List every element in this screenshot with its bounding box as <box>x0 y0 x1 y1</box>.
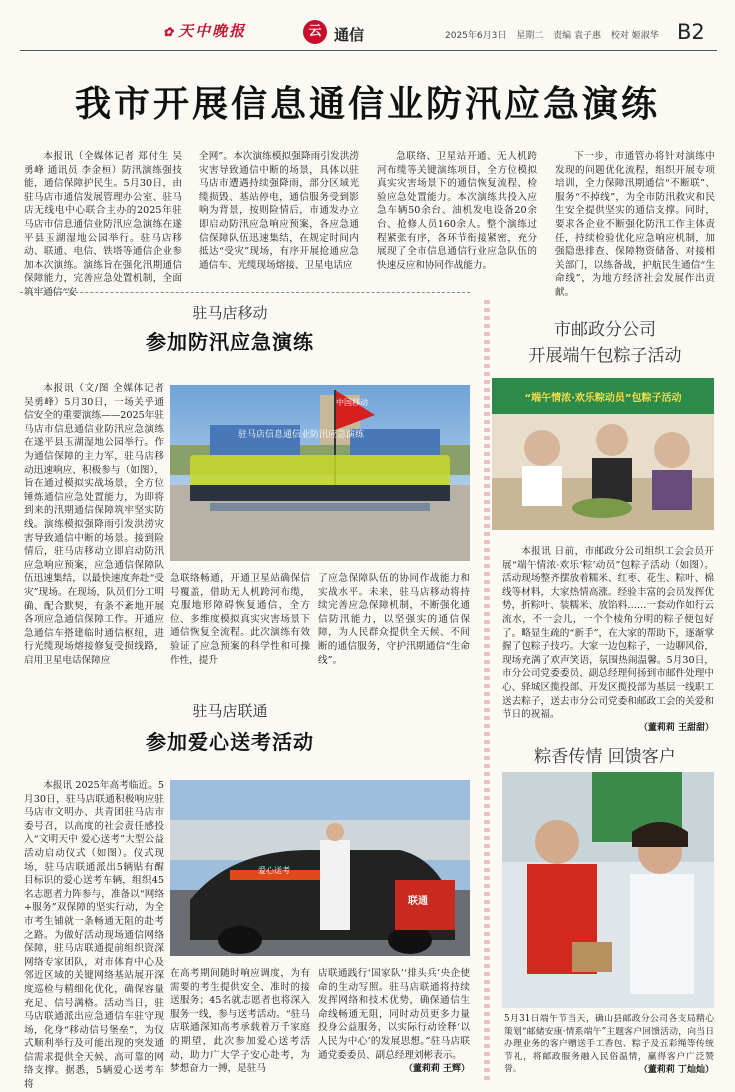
issue-date: 2025年6月3日 <box>445 31 507 41</box>
proof-credit: 校对 姬淑华 <box>610 31 659 41</box>
issue-weekday: 星期二 <box>516 31 544 41</box>
rice-caption: 5月31日端午节当天，确山县邮政分公司各支局精心策划“邮储安康·情系端午”主题客户回馈活动，向当日办理业务的客户赠送手工香包、粽子及五彩绳等传统节礼，将邮政服务融入民俗温情，赢得客户广泛赞誉。 <box>504 1014 714 1074</box>
cloud-section-icon: 云 <box>303 20 327 44</box>
page-code: B2 <box>677 20 705 44</box>
lead-text-2: 全网”。本次演练模拟强降雨引发洪涝灾害导致通信中断的场景，具体以驻马店市遭遇持续强降雨，部分区域光缆损毁、基站停电，通信服务受到影响为背景，按则险情后，市通发办立即启动防汛应急响应预案，各应急通信保障队伍迅速集结，在规定时间内抵达“受灾”现场，有序开展抢通应急通信车、光缆现场熔接、卫星电话应 <box>199 151 359 271</box>
unicom-column-2 <box>170 967 310 1076</box>
page-headline: 我市开展信息通信业防汛应急演练 <box>74 83 660 125</box>
mobile-photo-flag: 中国移动 <box>336 398 368 407</box>
mobile-column-2 <box>170 572 310 667</box>
unicom-byline: （董莉莉 王辉） <box>403 1064 470 1074</box>
post-byline: （董莉莉 王甜甜） <box>638 723 714 733</box>
lead-text-3: 急联络、卫星站开通、无人机跨河布缆等关键演练项目，全方位模拟真实灾害场景下的通信恢复流程、检验应急处置能力。本次演练共投入应急车辆50余台、油机发电设备20余台、抢修人员160余人。整个演练过程紧张有序，各环节衔接紧密，充分展现了全市信息通信行业应急队伍的快速反应和协同作战能力。 <box>377 151 537 271</box>
unicom-column-3 <box>318 967 470 1062</box>
mobile-text-1: 本报讯（文/图 全媒体记者 吴勇峰）5月30日，一场关乎通信安全的重要演练——2025年驻马店市信息通信业防汛应急演练在遂平县玉湖湿地公园举行。作为通信保障的主力军，驻马店移动迅速响应、积极参与（如图），旨在通过模拟实战场景，全方位锤炼通信应急处置能力，为即将到来的汛期通信保障筑牢坚实防线。演练模拟强降雨引发洪涝灾害导致通信中断的场景。接到险情后，驻马店移动立即启动防汛应急响应预案，应急通信保障队伍迅速集结，以最快速度奔赴“受灾”现场。在现场，队员们分工明确、配合默契，有条不紊地开展各项应急通信保障工作。开通应急通信车搭建临时通信枢纽，进行光缆现场熔接修复受损线路，启用卫星电话保障应 <box>24 383 164 666</box>
column-separator <box>484 300 490 1080</box>
editor-credit: 责编 袁子惠 <box>553 31 601 41</box>
page-meta <box>445 28 666 41</box>
unicom-text-3: 店联通践行‘国家队’‘排头兵’央企使命的生动写照。驻马店联通将持续发挥网络和技术优势，确保通信生命线畅通无阻，同时动员更多力量投身公益服务，以实际行动诠释‘以人民为中心’的发展思想。”驻马店联通党委委员、副总经理刘彬表示。 <box>318 968 470 1061</box>
mobile-title: 参加防汛应急演练 <box>146 330 314 354</box>
mobile-column-3 <box>318 572 470 667</box>
post-text: 本报讯 日前，市邮政分公司组织工会会员开展“端午情浓·欢乐‘粽’动员”包粽子活动（如图）。活动现场整齐摆放着糯米、红枣、花生、粽叶、棉线等材料，大家热情高涨。经验丰富的会员发挥优势，折粽叶、装糯米、放馅料……一套动作如行云流水，不一会儿，一个个棱角分明的粽子便包好了。略显生疏的“新手”，在大家的帮助下，逐渐掌握了包粽子技巧。大家一边包粽子，一边聊风俗，现场充满了欢声笑语，氛围热闹温馨。5月30日，市分公司党委委员、副总经理何扬到市邮件处理中心、驿城区揽投部、开发区揽投部为基层一线职工送去粽子，送去市分公司党委和邮政工会的关爱和节日的祝福。 <box>502 546 714 721</box>
lead-column-4 <box>555 150 715 300</box>
masthead-mark-icon: ✿ <box>163 25 176 39</box>
mobile-kicker: 驻马店移动 <box>192 304 268 322</box>
lead-column-3 <box>377 150 537 272</box>
mobile-photo-graphic <box>170 385 470 561</box>
unicom-car-tag: 联通 <box>408 896 428 907</box>
post-title: 开展端午包粽子活动 <box>528 346 682 366</box>
lead-column-2 <box>199 150 359 272</box>
unicom-title: 参加爱心送考活动 <box>146 730 314 754</box>
unicom-kicker: 驻马店联通 <box>192 702 268 720</box>
mobile-photo-banner: 驻马店信息通信业防汛应急演练 <box>238 430 365 440</box>
mobile-column-1 <box>24 382 164 667</box>
unicom-text-1: 本报讯 2025年高考临近。5月30日，驻马店联通积极响应驻马店市文明办、共青团驻马店市委号召，以高度的社会责任感投入“文明天中 爱心送考”大型公益活动启动仪式（如图）。仪式现场，驻马店联通派出5辆贴有醒目标识的爱心送考车辆，组织45名志愿者力阵参与，准备以“网络+服务”双保障的坚实行动，为全市考生铺就一条畅通无阻的赴考之路。为做好活动现场通信网络保障，驻马店联通提前组织资深网络专家团队，对市体育中心及邻近区域的关键网络基站展开深度巡检与精细化优化，确保容量充足、信号满格。活动当日，驻马店联通派出应急通信车驻守现场，化身“移动信号堡垒”，为仪式顺利举行及可能出现的突发通信需求提供全天候、高可靠的网络支撑。据悉，5辆爱心送考车将 <box>24 780 164 1091</box>
section-divider <box>20 292 470 293</box>
rice-byline: （董莉莉 丁灿灿） <box>638 1065 714 1075</box>
unicom-text-2: 在高考期间随时响应调度，为有需要的考生提供安全、准时的接送服务；45名就志愿者也将深入服务一线，参与送考活动。“驻马店联通深知高考承载着万千家庭的期望，此次参加爱心送考活动，助力广大学子安心赴考，为梦想奋力一搏，是驻马 <box>170 968 310 1075</box>
header-rule <box>20 50 717 51</box>
unicom-car-photo <box>170 780 470 956</box>
unicom-photo-graphic <box>170 780 470 956</box>
rice-title: 粽香传情 回馈客户 <box>534 747 676 767</box>
lead-text-1: 本报讯（全媒体记者 郑付生 吴勇峰 通讯员 李金桓）防汛演练强技能，通信保障护民生。5月30日，由驻马店市通信发展管理办公室、驻马店无线电中心联合主办的2025年驻马店市信息通信业防汛应急演练在遂平县玉湖湿地公园举行。驻马店移动、联通、电信、铁塔等通信企业参加本次演练。演练旨在强化汛期通信保障能力，完善应急处置机制，全面筑牢通信“安 <box>24 151 182 298</box>
lead-text-4: 下一步，市通管办将针对演练中发现的问题优化流程，组织开展专项培训，全力保障汛期通信“不断联”、服务“不掉线”，为全市防汛救灾和民生安全提供坚实的通信支撑。同时，要求各企业不断强化防汛工作主体责任，持续检验优化应急响应机制，加强隐患排查、保障物资储备、对接相关部门，以练备战，护航民生通信“生命线”，为地方经济社会发展作出贡献。 <box>555 151 715 298</box>
mobile-drill-photo <box>170 385 470 561</box>
post-photo-banner: “端午情浓·欢乐粽动员”包粽子活动 <box>524 393 682 404</box>
mobile-text-2: 急联络畅通，开通卫星站确保信号覆盖，借助无人机跨河布缆，克服地形障碍恢复通信，全方位、多维度模拟真实灾害场景下通信恢复全流程。此次演练有效验证了应急预案的科学性和可操作性，提升 <box>170 573 310 666</box>
unicom-car-sign: 爱心送考 <box>258 866 290 875</box>
mobile-text-3: 了应急保障队伍的协同作战能力和实战水平。未来，驻马店移动将持续完善应急保障机制，不断强化通信防汛能力，以坚强实的通信保障，为人民群众提供全天候、不间断的通信服务，守护汛期通信“生命线”。 <box>318 573 470 666</box>
rice-gift-photo <box>502 772 714 1008</box>
masthead-text: 天中晚报 <box>178 22 247 40</box>
unicom-column-1 <box>24 779 164 1092</box>
section-title: 通信 <box>334 26 365 44</box>
rice-photo-graphic <box>502 772 714 1008</box>
post-column <box>502 545 714 722</box>
post-dumpling-photo <box>492 378 714 530</box>
lead-column-1 <box>24 150 182 300</box>
masthead-logo <box>163 20 246 41</box>
post-kicker: 市邮政分公司 <box>554 320 656 340</box>
